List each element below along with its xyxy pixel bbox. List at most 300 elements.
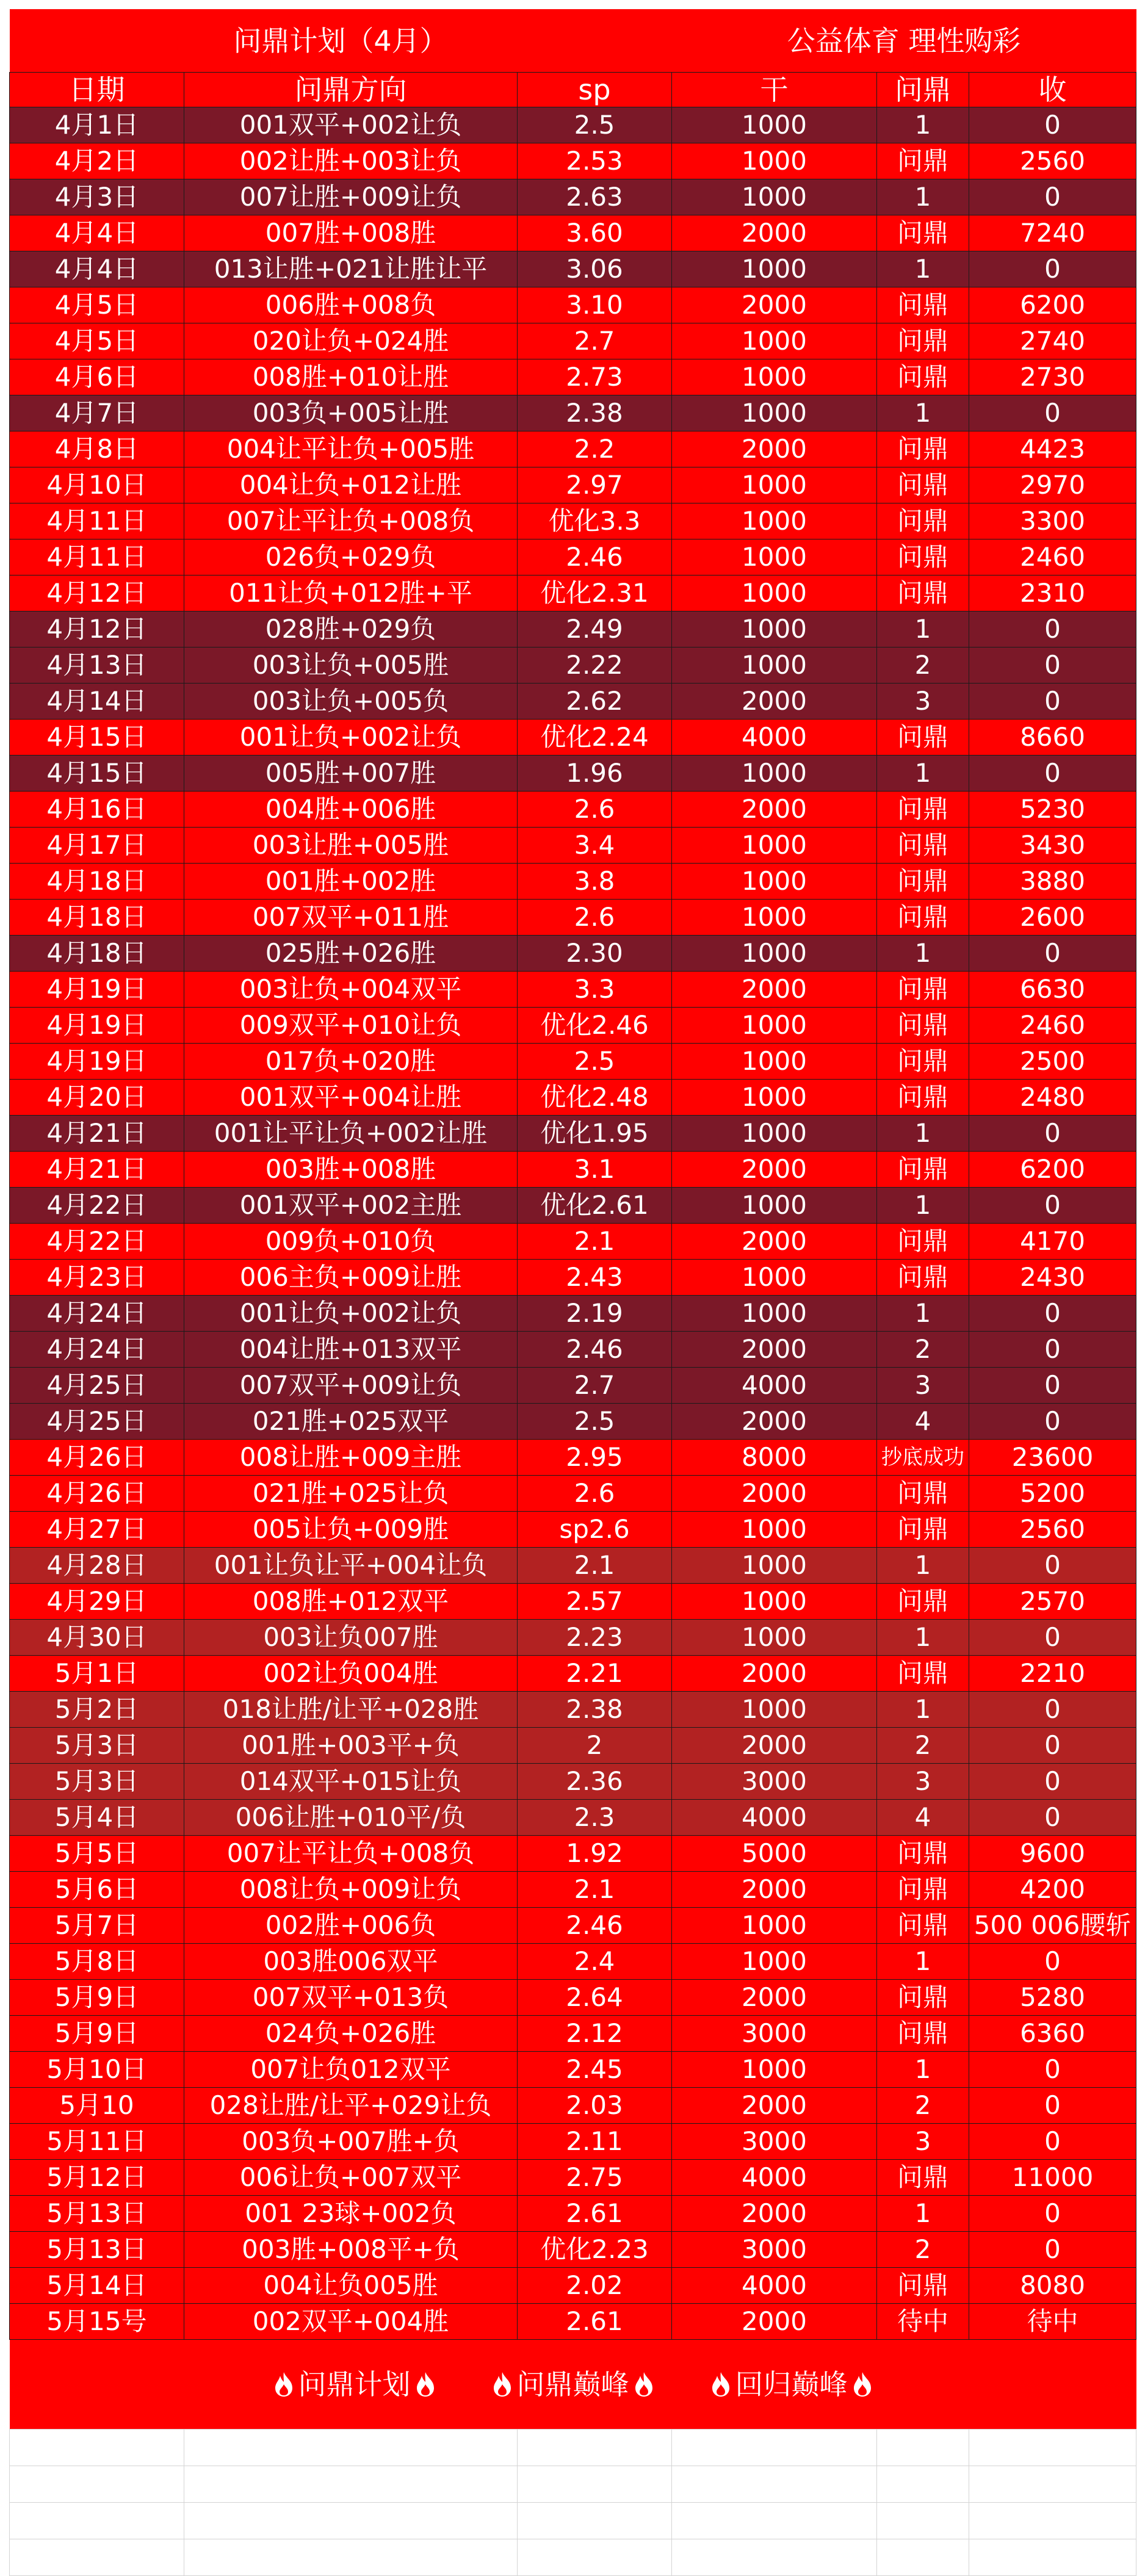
return-cell: 0 [969,756,1136,792]
return-cell: 0 [969,179,1136,215]
status-cell: 问鼎 [877,2268,969,2304]
return-cell: 2560 [969,143,1136,179]
return-cell: 5230 [969,792,1136,828]
return-cell: 2600 [969,900,1136,936]
return-cell: 2210 [969,1656,1136,1692]
table-row [10,612,1136,648]
table-row [10,936,1136,972]
table-row [10,2232,1136,2268]
direction-cell: 002胜+006负 [184,1908,518,1944]
return-cell: 0 [969,1692,1136,1728]
stake-cell: 1000 [672,107,877,143]
date-cell: 5月4日 [10,1800,184,1836]
status-cell: 1 [877,179,969,215]
return-cell: 6360 [969,2016,1136,2052]
stake-cell: 2000 [672,1404,877,1440]
sp-cell: 3.1 [518,1152,672,1188]
return-cell: 0 [969,1404,1136,1440]
date-cell: 5月15号 [10,2304,184,2340]
stake-cell: 2000 [672,2304,877,2340]
sp-cell: 2.46 [518,1908,672,1944]
table-row [10,575,1136,612]
status-cell: 3 [877,1368,969,1404]
sp-cell: 2.36 [518,1764,672,1800]
table-row [10,1836,1136,1872]
stake-cell: 1000 [672,1512,877,1548]
return-cell: 0 [969,107,1136,143]
sp-cell: 2.30 [518,936,672,972]
direction-cell: 001让平让负+002让胜 [184,1116,518,1152]
sp-cell: 2.46 [518,539,672,575]
sp-cell: 3.06 [518,251,672,287]
direction-cell: 007让胜+009让负 [184,179,518,215]
status-cell: 1 [877,107,969,143]
direction-cell: 008胜+010让胜 [184,359,518,395]
flame-icon [414,2371,436,2398]
status-cell: 问鼎 [877,2160,969,2196]
stake-cell: 4000 [672,1800,877,1836]
return-cell: 4200 [969,1872,1136,1908]
direction-cell: 028胜+029负 [184,612,518,648]
slogan: 公益体育 理性购彩 [672,9,1136,73]
stake-cell: 1000 [672,1044,877,1080]
empty-row [10,2466,1136,2503]
direction-cell: 001让负+002让负 [184,1296,518,1332]
return-cell: 0 [969,1728,1136,1764]
status-cell: 问鼎 [877,539,969,575]
sp-cell: 2.23 [518,1620,672,1656]
direction-cell: 021胜+025双平 [184,1404,518,1440]
stake-cell: 2000 [672,1656,877,1692]
empty-cell [184,2466,518,2503]
plan-title: 问鼎计划（4月） [10,9,672,73]
date-cell: 4月4日 [10,251,184,287]
table-row [10,1548,1136,1584]
date-cell: 4月25日 [10,1404,184,1440]
status-cell: 问鼎 [877,323,969,359]
direction-cell: 017负+020胜 [184,1044,518,1080]
return-cell: 2560 [969,1512,1136,1548]
status-cell: 1 [877,1692,969,1728]
stake-cell: 4000 [672,720,877,756]
stake-cell: 2000 [672,2088,877,2124]
direction-cell: 007让负012双平 [184,2052,518,2088]
date-cell: 4月26日 [10,1476,184,1512]
status-cell: 2 [877,2088,969,2124]
direction-cell: 003胜006双平 [184,1944,518,1980]
sp-cell: 优化2.31 [518,575,672,612]
date-cell: 5月11日 [10,2124,184,2160]
footer-label: 问鼎巅峰 [516,2368,629,2401]
sp-cell: 2.38 [518,395,672,431]
return-cell: 2480 [969,1080,1136,1116]
table-row [10,287,1136,323]
direction-cell: 001胜+002胜 [184,864,518,900]
direction-cell: 007双平+013负 [184,1980,518,2016]
direction-cell: 004让负005胜 [184,2268,518,2304]
sp-cell: 2.45 [518,2052,672,2088]
table-row [10,1404,1136,1440]
empty-cell [184,2539,518,2576]
table-row [10,1620,1136,1656]
table-row [10,1656,1136,1692]
direction-cell: 014双平+015让负 [184,1764,518,1800]
date-cell: 4月22日 [10,1224,184,1260]
return-cell: 0 [969,1548,1136,1584]
sp-cell: 3.8 [518,864,672,900]
empty-cell [969,2430,1136,2466]
date-cell: 5月7日 [10,1908,184,1944]
table-row [10,1908,1136,1944]
return-cell: 6630 [969,972,1136,1008]
stake-cell: 1000 [672,539,877,575]
return-cell: 0 [969,1188,1136,1224]
return-cell: 3880 [969,864,1136,900]
date-cell: 4月26日 [10,1440,184,1476]
status-cell: 4 [877,1404,969,1440]
direction-cell: 007双平+011胜 [184,900,518,936]
return-cell: 0 [969,648,1136,684]
date-cell: 4月5日 [10,323,184,359]
flame-icon [710,2371,732,2398]
stake-cell: 1000 [672,1188,877,1224]
return-cell: 9600 [969,1836,1136,1872]
stake-cell: 1000 [672,1944,877,1980]
return-cell: 0 [969,1764,1136,1800]
header-date: 日期 [10,73,184,107]
table-row [10,1080,1136,1116]
return-cell: 0 [969,1332,1136,1368]
status-cell: 1 [877,1548,969,1584]
direction-cell: 003负+005让胜 [184,395,518,431]
direction-cell: 003胜+008平+负 [184,2232,518,2268]
sp-cell: 2.6 [518,900,672,936]
stake-cell: 2000 [672,1152,877,1188]
stake-cell: 1000 [672,467,877,503]
stake-cell: 1000 [672,828,877,864]
sp-cell: 优化2.48 [518,1080,672,1116]
return-cell: 8080 [969,2268,1136,2304]
table-row [10,251,1136,287]
table-row [10,828,1136,864]
status-cell: 1 [877,2196,969,2232]
empty-cell [518,2539,672,2576]
status-cell: 1 [877,1116,969,1152]
sp-cell: 2.7 [518,323,672,359]
stake-cell: 1000 [672,1260,877,1296]
table-row [10,1008,1136,1044]
status-cell: 3 [877,1764,969,1800]
date-cell: 4月18日 [10,864,184,900]
sp-cell: 优化2.61 [518,1188,672,1224]
date-cell: 4月27日 [10,1512,184,1548]
date-cell: 5月10 [10,2088,184,2124]
stake-cell: 2000 [672,792,877,828]
footer-label: 问鼎计划 [298,2368,411,2401]
direction-cell: 002让胜+003让负 [184,143,518,179]
direction-cell: 003负+007胜+负 [184,2124,518,2160]
date-cell: 4月19日 [10,972,184,1008]
date-cell: 4月10日 [10,467,184,503]
return-cell: 0 [969,684,1136,720]
flame-icon [273,2371,295,2398]
header-sp: sp [518,73,672,107]
table-row [10,1944,1136,1980]
table-row [10,1440,1136,1476]
flame-icon [491,2371,513,2398]
direction-cell: 007双平+009让负 [184,1368,518,1404]
stake-cell: 1000 [672,1116,877,1152]
stake-cell: 4000 [672,1368,877,1404]
return-cell: 0 [969,1368,1136,1404]
table-row [10,1584,1136,1620]
sp-cell: 2.3 [518,1800,672,1836]
direction-cell: 009双平+010让负 [184,1008,518,1044]
return-cell: 4170 [969,1224,1136,1260]
stake-cell: 2000 [672,2196,877,2232]
sp-cell: 2.6 [518,1476,672,1512]
stake-cell: 4000 [672,2268,877,2304]
sp-cell: 2.7 [518,1368,672,1404]
return-cell: 0 [969,2124,1136,2160]
return-cell: 2460 [969,539,1136,575]
table-row [10,648,1136,684]
sp-cell: 1.92 [518,1836,672,1872]
status-cell: 问鼎 [877,503,969,539]
table-row [10,900,1136,936]
status-cell: 1 [877,2052,969,2088]
status-cell: 1 [877,251,969,287]
date-cell: 5月5日 [10,1836,184,1872]
return-cell: 3430 [969,828,1136,864]
sp-cell: 2.1 [518,1872,672,1908]
direction-cell: 001让负+002让负 [184,720,518,756]
direction-cell: 001胜+003平+负 [184,1728,518,1764]
table-row [10,1692,1136,1728]
header-stake: 干 [672,73,877,107]
direction-cell: 008让负+009让负 [184,1872,518,1908]
sp-cell: 2.5 [518,107,672,143]
return-cell: 2460 [969,1008,1136,1044]
sp-cell: 2.22 [518,648,672,684]
sp-cell: 优化1.95 [518,1116,672,1152]
date-cell: 5月13日 [10,2196,184,2232]
sp-cell: 2.38 [518,1692,672,1728]
status-cell: 问鼎 [877,828,969,864]
direction-cell: 008让胜+009主胜 [184,1440,518,1476]
return-cell: 23600 [969,1440,1136,1476]
header-direction: 问鼎方向 [184,73,518,107]
return-cell: 0 [969,395,1136,431]
stake-cell: 3000 [672,1764,877,1800]
return-cell: 2310 [969,575,1136,612]
date-cell: 4月11日 [10,539,184,575]
sp-cell: 2.97 [518,467,672,503]
stake-cell: 1000 [672,1908,877,1944]
stake-cell: 1000 [672,900,877,936]
date-cell: 4月8日 [10,431,184,467]
date-cell: 4月6日 [10,359,184,395]
table-row [10,1152,1136,1188]
direction-cell: 028让胜/让平+029让负 [184,2088,518,2124]
sp-cell: 2.4 [518,1944,672,1980]
status-cell: 问鼎 [877,1152,969,1188]
stake-cell: 5000 [672,1836,877,1872]
table-row [10,215,1136,251]
table-row [10,2016,1136,2052]
table-row [10,972,1136,1008]
direction-cell: 018让胜/让平+028胜 [184,1692,518,1728]
direction-cell: 003让负+004双平 [184,972,518,1008]
table-row [10,864,1136,900]
status-cell: 1 [877,1296,969,1332]
status-cell: 问鼎 [877,1908,969,1944]
empty-row [10,2430,1136,2466]
direction-cell: 007让平让负+008负 [184,1836,518,1872]
empty-cell [518,2503,672,2539]
return-cell: 0 [969,936,1136,972]
date-cell: 5月9日 [10,2016,184,2052]
sp-cell: 2.49 [518,612,672,648]
empty-row [10,2503,1136,2539]
stake-cell: 2000 [672,1224,877,1260]
status-cell: 问鼎 [877,215,969,251]
sp-cell: 2.19 [518,1296,672,1332]
direction-cell: 005胜+007胜 [184,756,518,792]
direction-cell: 003让负007胜 [184,1620,518,1656]
date-cell: 4月17日 [10,828,184,864]
direction-cell: 025胜+026胜 [184,936,518,972]
date-cell: 4月21日 [10,1152,184,1188]
table-row [10,1224,1136,1260]
empty-cell [518,2430,672,2466]
status-cell: 1 [877,936,969,972]
direction-cell: 001 23球+002负 [184,2196,518,2232]
return-cell: 6200 [969,287,1136,323]
empty-cell [969,2466,1136,2503]
stake-cell: 2000 [672,1476,877,1512]
date-cell: 4月16日 [10,792,184,828]
direction-cell: 003胜+008胜 [184,1152,518,1188]
table-row [10,756,1136,792]
table-row [10,1188,1136,1224]
sp-cell: 2.73 [518,359,672,395]
direction-cell: 002让负004胜 [184,1656,518,1692]
plan-table [9,9,1136,2576]
direction-cell: 007胜+008胜 [184,215,518,251]
status-cell: 1 [877,1188,969,1224]
status-cell: 2 [877,648,969,684]
status-cell: 问鼎 [877,2016,969,2052]
date-cell: 4月19日 [10,1044,184,1080]
return-cell: 4423 [969,431,1136,467]
stake-cell: 2000 [672,1332,877,1368]
stake-cell: 1000 [672,1080,877,1116]
table-row [10,179,1136,215]
status-cell: 问鼎 [877,720,969,756]
date-cell: 4月24日 [10,1296,184,1332]
stake-cell: 1000 [672,395,877,431]
direction-cell: 006主负+009让胜 [184,1260,518,1296]
date-cell: 4月20日 [10,1080,184,1116]
direction-cell: 002双平+004胜 [184,2304,518,2340]
stake-cell: 1000 [672,1584,877,1620]
sp-cell: 优化3.3 [518,503,672,539]
table-row [10,143,1136,179]
return-cell: 2740 [969,323,1136,359]
date-cell: 5月3日 [10,1728,184,1764]
status-cell: 1 [877,1944,969,1980]
sp-cell: 3.4 [518,828,672,864]
status-cell: 问鼎 [877,1512,969,1548]
footer-item [491,2368,655,2401]
stake-cell: 2000 [672,1728,877,1764]
date-cell: 4月4日 [10,215,184,251]
date-cell: 4月2日 [10,143,184,179]
spreadsheet [9,9,1136,2576]
table-row [10,1800,1136,1836]
status-cell: 问鼎 [877,972,969,1008]
empty-cell [877,2430,969,2466]
status-cell: 问鼎 [877,287,969,323]
stake-cell: 8000 [672,1440,877,1476]
footer-item [273,2368,436,2401]
empty-cell [877,2539,969,2576]
return-cell: 2430 [969,1260,1136,1296]
status-cell: 3 [877,2124,969,2160]
status-cell: 1 [877,756,969,792]
direction-cell: 003让负+005胜 [184,648,518,684]
stake-cell: 1000 [672,1620,877,1656]
sp-cell: 3.3 [518,972,672,1008]
return-cell: 0 [969,1944,1136,1980]
empty-cell [877,2466,969,2503]
status-cell: 问鼎 [877,1008,969,1044]
sp-cell: 2.1 [518,1224,672,1260]
direction-cell: 004让负+012让胜 [184,467,518,503]
table-row [10,1368,1136,1404]
date-cell: 4月14日 [10,684,184,720]
table-row [10,792,1136,828]
return-cell: 6200 [969,1152,1136,1188]
return-cell: 7240 [969,215,1136,251]
return-cell: 8660 [969,720,1136,756]
header-return: 收 [969,73,1136,107]
return-cell: 待中 [969,2304,1136,2340]
stake-cell: 1000 [672,612,877,648]
status-cell: 抄底成功 [877,1440,969,1476]
sp-cell: 2.43 [518,1260,672,1296]
return-cell: 0 [969,2052,1136,2088]
table-row [10,2268,1136,2304]
direction-cell: 001双平+002主胜 [184,1188,518,1224]
empty-cell [184,2430,518,2466]
table-row [10,2124,1136,2160]
stake-cell: 1000 [672,648,877,684]
date-cell: 5月1日 [10,1656,184,1692]
status-cell: 待中 [877,2304,969,2340]
sp-cell: 优化2.23 [518,2232,672,2268]
return-cell: 3300 [969,503,1136,539]
direction-cell: 004让平让负+005胜 [184,431,518,467]
sp-cell: 2.95 [518,1440,672,1476]
status-cell: 问鼎 [877,1260,969,1296]
sp-cell: 2.46 [518,1332,672,1368]
footer-item [710,2368,873,2401]
stake-cell: 2000 [672,1980,877,2016]
status-cell: 问鼎 [877,1044,969,1080]
sp-cell: 2.62 [518,684,672,720]
